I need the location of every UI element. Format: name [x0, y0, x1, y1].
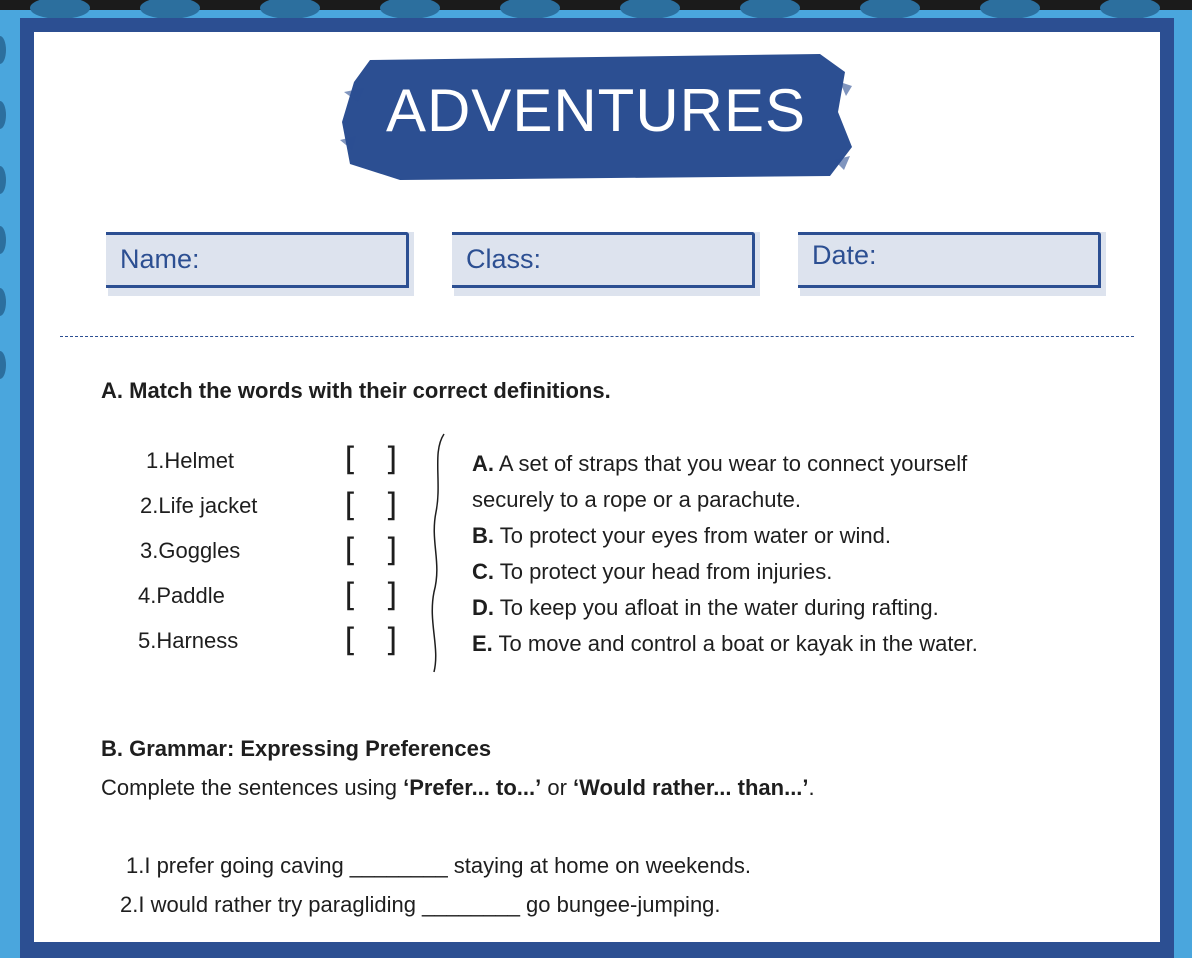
word-item: 1.Helmet	[146, 448, 235, 473]
name-field[interactable]	[102, 222, 406, 284]
definition-item-continuation: securely to a rope or a parachute.	[472, 487, 801, 512]
definition-item: E. To move and control a boat or kayak in the water.	[472, 631, 978, 656]
date-field[interactable]	[794, 222, 1098, 284]
class-field[interactable]	[448, 222, 752, 284]
definition-item: B. To protect your eyes from water or wind.	[472, 523, 891, 548]
side-dots-decoration	[0, 30, 20, 390]
answer-bracket-1[interactable]: [ ]	[340, 440, 404, 478]
curly-brace-divider	[428, 432, 452, 676]
name-label: Name:	[120, 244, 200, 274]
word-item: 4.Paddle	[138, 583, 225, 608]
section-b-heading: B. Grammar: Expressing Preferences	[101, 736, 492, 761]
answer-bracket-4[interactable]: [ ]	[340, 576, 404, 614]
definition-item: A. A set of straps that you wear to connect yourself	[472, 451, 968, 476]
title-banner	[340, 52, 852, 182]
word-item: 3.Goggles	[140, 538, 241, 563]
answer-bracket-5[interactable]: [ ]	[340, 621, 404, 659]
word-item: 5.Harness	[138, 628, 239, 653]
date-label: Date:	[812, 240, 877, 270]
class-label: Class:	[466, 244, 542, 274]
exercise-sentence-2[interactable]: 2.I would rather try paragliding ________ go bungee-jumping.	[120, 892, 721, 917]
definition-item: C. To protect your head from injuries.	[472, 559, 833, 584]
page-title: ADVENTURES	[385, 77, 807, 144]
definitions-list	[472, 446, 1132, 662]
section-a-heading: A. Match the words with their correct definitions.	[101, 378, 611, 403]
answer-bracket-3[interactable]: [ ]	[340, 531, 404, 569]
exercise-sentence-1[interactable]: 1.I prefer going caving ________ staying at home on weekends.	[126, 853, 751, 878]
dashed-divider	[60, 336, 1134, 337]
grammar-instruction: Complete the sentences using ‘Prefer... to...’ or ‘Would rather... than...’.	[101, 775, 815, 800]
word-item: 2.Life jacket	[140, 493, 258, 518]
answer-bracket-2[interactable]: [ ]	[340, 486, 404, 524]
definition-item: D. To keep you afloat in the water during rafting.	[472, 595, 939, 620]
